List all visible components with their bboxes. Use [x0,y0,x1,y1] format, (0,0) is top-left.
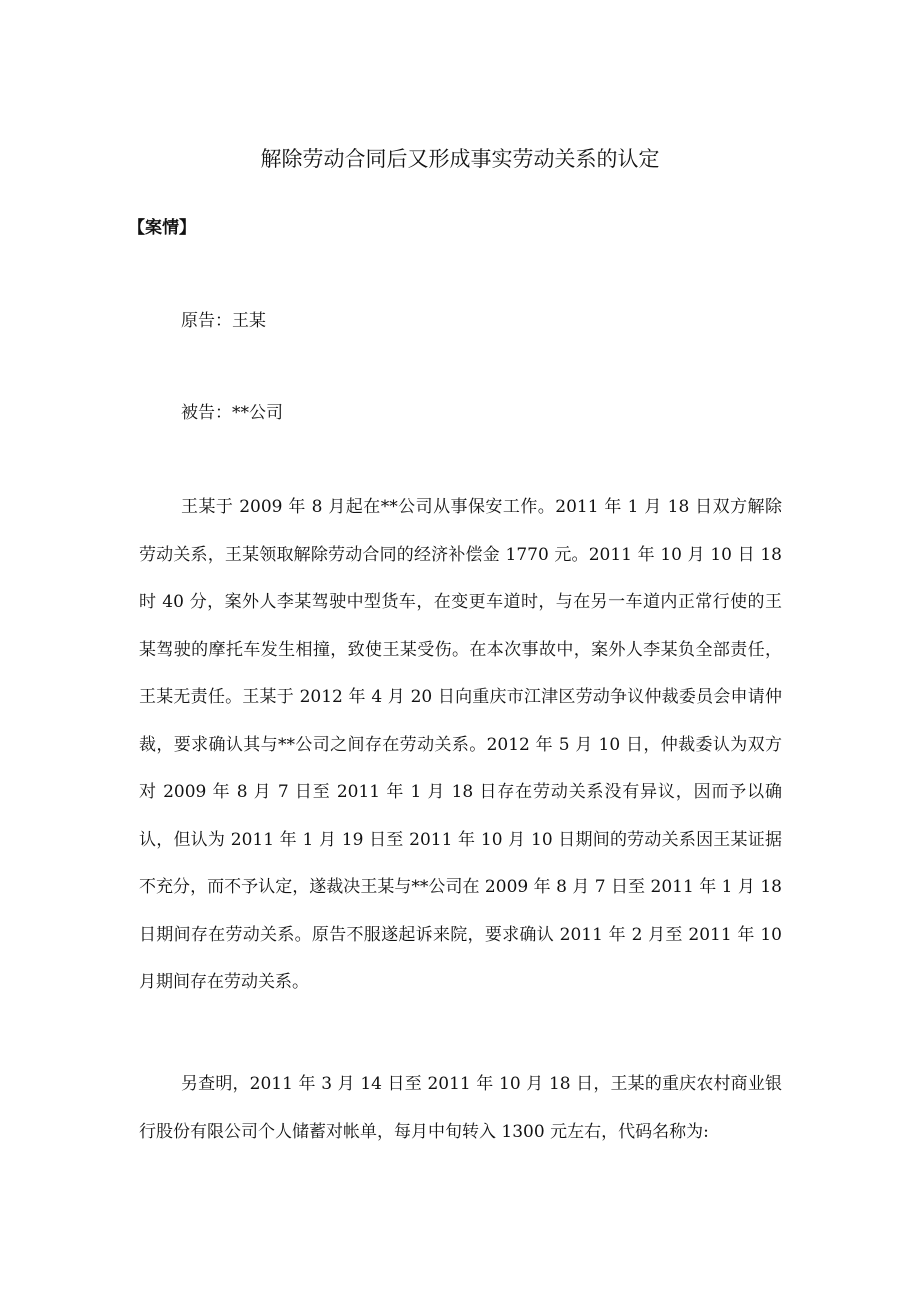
plaintiff-line: 原告：王某 [181,311,266,331]
section-heading-case: 【案情】 [128,218,196,238]
further-findings-paragraph: 另查明，2011 年 3 月 14 日至 2011 年 10 月 18 日，王某的重庆农村商业银行股份有限公司个人储蓄对帐单，每月中旬转入 1300 元左右，代码名称为: [139,1074,782,1142]
defendant-line: 被告：**公司 [181,403,283,423]
document-title: 解除劳动合同后又形成事实劳动关系的认定 [260,147,660,171]
case-facts-paragraph: 王某于 2009 年 8 月起在**公司从事保安工作。2011 年 1 月 18 日双方解除劳动关系，王某领取解除劳动合同的经济补偿金 1770 元。2011 年 10 月 10 日 18 时 40 分，案外人李某驾驶中型货车，在变更车道时，与在另一车道内正常行使的王某驾驶的摩托车发生相撞，致使王某受伤。在本次事故中，案外人李某负全部责任，王某无责任。王某于 2012 年 4 月 20 日向重庆市江津区劳动争议仲裁委员会申请仲裁，要求确认其与**公司之间存在劳动关系。2012 年 5 月 10 日，仲裁委认为双方对 2009 年 8 月 7 日至 2011 年 1 月 18 日存在劳动关系没有异议，因而予以确认，但认为 2011 年 1 月 19 日至 2011 年 10 月 10 日期间的劳动关系因王某证据不充分，而不予认定，遂裁决王某与**公司在 2009 年 8 月 7 日至 2011 年 1 月 18 日期间存在劳动关系。原告不服遂起诉来院，要求确认 2011 年 2 月至 2011 年 10 月期间存在劳动关系。 [139,497,782,992]
